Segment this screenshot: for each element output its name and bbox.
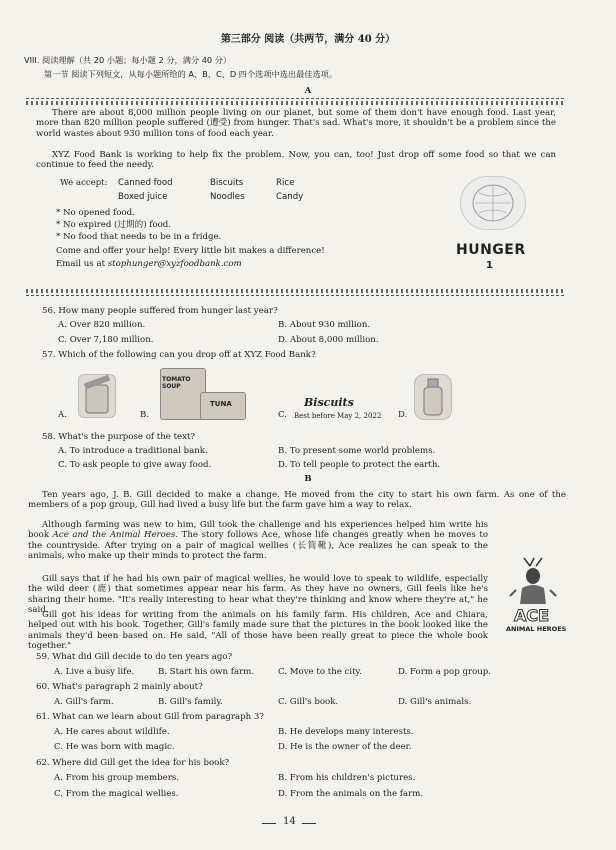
hunger-logo xyxy=(460,176,526,230)
option[interactable]: D. Form a pop group. xyxy=(398,667,492,677)
passage-a-label: A xyxy=(304,86,312,96)
deer-icon xyxy=(500,556,566,648)
option[interactable]: D. He is the owner of the deer. xyxy=(278,742,412,752)
accept-label: We accept: xyxy=(60,178,108,188)
option[interactable]: B. xyxy=(140,410,150,420)
book-title: Ace and the Animal Heroes xyxy=(52,530,176,541)
email-line xyxy=(56,259,242,269)
email-link[interactable]: stophunger@xyzfoodbank.com xyxy=(107,259,242,269)
email-prefix: Email us at xyxy=(56,259,108,269)
rule-item: * No opened food. xyxy=(56,208,135,218)
passage-b-para3: Gill says that if he had his own pair of magical wellies, he would love to speak to wildlife, especially the wild deer (鹿) that sometimes appear near his farm. As they have no owners, Gill feels like he's sharing their home. "It's really interesting to hear what they're thinking and know where they're at," he said. xyxy=(28,574,488,615)
hunger-logo-title: HUNGER xyxy=(456,242,526,258)
option[interactable]: B. Start his own farm. xyxy=(158,667,255,677)
option[interactable]: D. Gill's animals. xyxy=(398,697,472,707)
option[interactable]: D. From the animals on the farm. xyxy=(278,789,424,799)
rule-item: * No expired (过期的) food. xyxy=(56,220,172,230)
passage-b-para2 xyxy=(28,520,488,561)
option[interactable]: A. From his group members. xyxy=(54,773,179,783)
rule-item: * No food that needs to be in a fridge. xyxy=(56,232,222,242)
para2-text: Although farming was new to him, Gill took the challenge and his experiences helped him write his book xyxy=(28,520,488,541)
option[interactable]: B. He develops many interests. xyxy=(278,727,414,737)
passage-a-para2: XYZ Food Bank is working to help fix the problem. Now, you can, too! Just drop off some food so that we can continue to feed the needy. xyxy=(36,150,556,171)
option[interactable]: D. About 8,000 million. xyxy=(278,335,379,345)
page-number: 14 xyxy=(283,816,296,827)
footer-dash-right xyxy=(302,823,316,824)
question-stem: 57. Which of the following can you drop off at XYZ Food Bank? xyxy=(42,350,316,360)
footer-dash-left xyxy=(262,823,276,824)
accept-item: Boxed juice xyxy=(118,192,168,202)
fridge-drink-image xyxy=(414,374,452,420)
option[interactable]: A. Live a busy life. xyxy=(54,667,135,677)
option[interactable]: C. Over 7,180 million. xyxy=(58,335,154,345)
question-stem: 62. Where did Gill get the idea for his book? xyxy=(36,758,230,768)
top-border xyxy=(26,101,564,105)
passage-a-para1: There are about 8,000 million people living on our planet, but some of them don't have enough food. Last year, more than 820 million people suffered (遭受) from hunger. That's sad. What's more, it shouldn't be a problem since the world wastes about 930 million tons of food each year. xyxy=(36,108,556,139)
accept-item: Biscuits xyxy=(210,178,244,188)
jar-icon xyxy=(79,375,115,417)
accept-item: Canned food xyxy=(118,178,173,188)
opened-jar-image xyxy=(78,374,116,418)
can-label-soup: TOMATO SOUP xyxy=(162,376,191,391)
passage-b-para1: Ten years ago, J. B. Gill decided to make a change. He moved from the city to start his own farm. As one of the members of a pop group, Gill had lived a busy life but the farm gave him a way to relax. xyxy=(28,490,566,511)
option[interactable]: C. He was born with magic. xyxy=(54,742,175,752)
option[interactable]: A. Over 820 million. xyxy=(58,320,146,330)
question-stem: 61. What can we learn about Gill from paragraph 3? xyxy=(36,712,264,722)
option[interactable]: B. From his children's pictures. xyxy=(278,773,416,783)
passage-b-para4: Gill got his ideas for writing from the animals on his family farm. His children, Ace and Chiara, helped out with his book. Together, Gill's family made sure that the pictures in the book looked like the animals they'd been based on. He said, "All of those have been really great to piece the whole book together." xyxy=(28,610,488,651)
option[interactable]: B. To present some world problems. xyxy=(278,446,436,456)
can-label-tuna: TUNA xyxy=(210,400,232,408)
accept-item: Candy xyxy=(276,192,304,202)
option[interactable]: C. Move to the city. xyxy=(278,667,363,677)
part-title: 第三部分 阅读（共两节，满分 40 分） xyxy=(220,34,396,45)
book-cover-subtitle: ANIMAL HEROES xyxy=(506,625,567,633)
section-heading: VIII. 阅读理解（共 20 小题；每小题 2 分，满分 40 分） xyxy=(24,55,232,65)
accept-item: Rice xyxy=(276,178,295,188)
option[interactable]: C. From the magical wellies. xyxy=(54,789,179,799)
call-to-action: Come and offer your help! Every little bit makes a difference! xyxy=(56,246,325,256)
option[interactable]: A. Gill's farm. xyxy=(54,697,114,707)
question-stem: 58. What's the purpose of the text? xyxy=(42,432,196,442)
book-cover-illustration xyxy=(500,556,566,648)
biscuit-date: Best before May 2, 2022 xyxy=(294,412,382,420)
option[interactable]: C. To ask people to give away food. xyxy=(58,460,212,470)
hunger-logo-sub: 1 xyxy=(486,260,493,271)
option[interactable]: B. About 930 million. xyxy=(278,320,371,330)
option[interactable]: C. Gill's book. xyxy=(278,697,339,707)
biscuit-package xyxy=(292,394,380,424)
accept-item: Noodles xyxy=(210,192,245,202)
question-stem: 59. What did Gill decide to do ten years ago? xyxy=(36,652,233,662)
globe-icon xyxy=(461,177,525,229)
passage-b-label: B xyxy=(304,474,312,484)
option[interactable]: D. xyxy=(398,410,408,420)
biscuit-label: Biscuits xyxy=(304,396,354,409)
option[interactable]: A. He cares about wildlife. xyxy=(54,727,170,737)
bottom-border xyxy=(26,289,564,293)
option[interactable]: C. xyxy=(278,410,288,420)
para2-text: . The story follows Ace, whose life changes greatly when he moves to the countryside. After trying on a pair of magical wellies (长筒靴), Ace realizes he can speak to the animals, who make up their minds to protect the farm. xyxy=(28,530,488,561)
option[interactable]: D. To tell people to protect the earth. xyxy=(278,460,441,470)
question-stem: 60. What's paragraph 2 mainly about? xyxy=(36,682,203,692)
option[interactable]: A. xyxy=(58,410,67,420)
book-cover-title: ACE xyxy=(514,606,550,625)
bottle-icon xyxy=(415,375,451,419)
question-stem: 56. How many people suffered from hunger last year? xyxy=(42,306,278,316)
subsection-heading: 第一节 阅读下列短文，从每小题所给的 A、B、C、D 四个选项中选出最佳选项。 xyxy=(44,69,338,79)
option[interactable]: B. Gill's family. xyxy=(158,697,223,707)
option[interactable]: A. To introduce a traditional bank. xyxy=(58,446,208,456)
